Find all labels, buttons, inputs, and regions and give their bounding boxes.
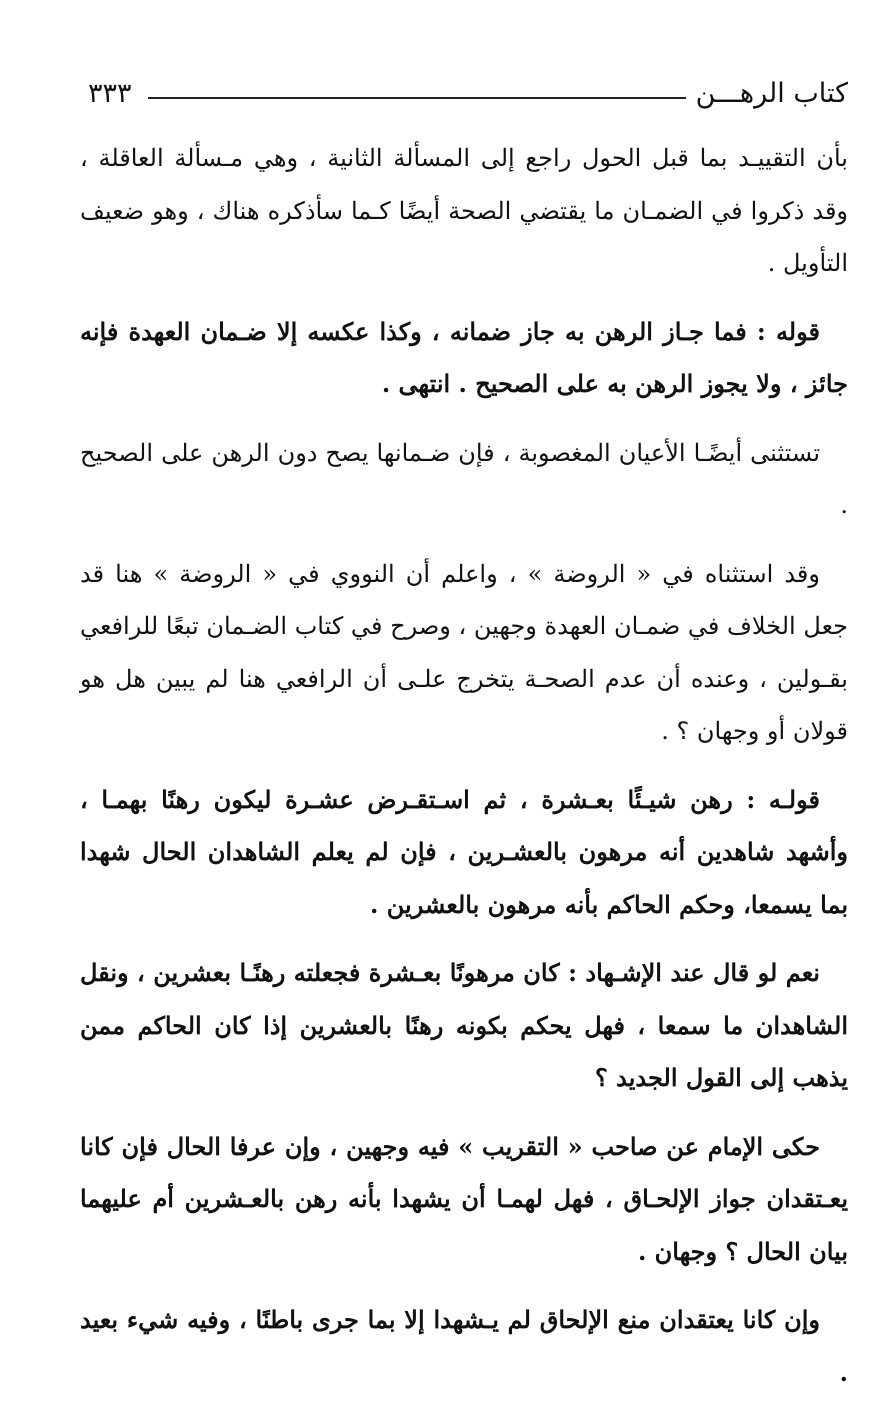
paragraph-8: وإن كانا يعتقدان منع الإلحاق لم يـشهدا إلا بما جرى باطنًا ، وفيه شيء بعيد .	[80, 1305, 848, 1387]
paragraph-2: قوله : فما جـاز الرهن به جاز ضمانه ، وكذا عكسه إلا ضـمان العهدة فإنه جائز ، ولا يجوز الرهن به على الصحيح . انتهى .	[80, 316, 848, 398]
paragraph-3: تستثنى أيضًـا الأعيان المغصوبة ، فإن ضـمانها يصح دون الرهن على الصحيح .	[80, 438, 848, 519]
chapter-title: كتاب الرهـــن	[695, 78, 848, 109]
paragraph-1: بأن التقييـد بما قبل الحول راجع إلى المسألة الثانية ، وهي مـسألة العاقلة ، وقد ذكروا في الضمـان ما يقتضي الصحة أيضًا كـما سأذكره هناك ، وهو ضعيف التأويل .	[80, 144, 849, 277]
page-body	[80, 132, 848, 1415]
header-rule	[148, 97, 686, 99]
page-number: ٣٣٣	[88, 78, 132, 109]
paragraph-4: وقد استثناه في « الروضة » ، واعلم أن النووي في « الروضة » هنا قد جعل الخلاف في ضمـان العهدة وجهين ، وصرح في كتاب الضـمان تبعًا للرافعي بقـولين ، وعنده أن عدم الصحـة يتخرج علـى أن الرافعي هنا لم يبين هل هو قولان أو وجهان ؟ .	[80, 559, 848, 745]
running-header	[88, 74, 848, 118]
paragraph-5: قولـه : رهن شيـئًا بعـشرة ، ثم اسـتقـرض عشـرة ليكون رهنًا بهمـا ، وأشهد شاهدين أنه مرهون بالعشـرين ، فإن لم يعلم الشاهدان الحال شهدا بما يسمعا، وحكم الحاكم بأنه مرهون بالعشرين .	[80, 784, 848, 919]
paragraph-7: حكى الإمام عن صاحب « التقريب » فيه وجهين ، وإن عرفا الحال فإن كانا يعـتقدان جواز الإلحـاق ، فهل لهمـا أن يشهدا بأنه رهن بالعـشرين أم عليهما بيان الحال ؟ وجهان .	[80, 1131, 848, 1266]
paragraph-6: نعم لو قال عند الإشـهاد : كان مرهونًا بعـشرة فجعلته رهنًـا بعشرين ، ونقل الشاهدان ما سمعا ، فهل يحكم بكونه رهنًا بالعشرين إذا كان الحاكم ممن يذهب إلى القول الجديد ؟	[80, 958, 848, 1092]
